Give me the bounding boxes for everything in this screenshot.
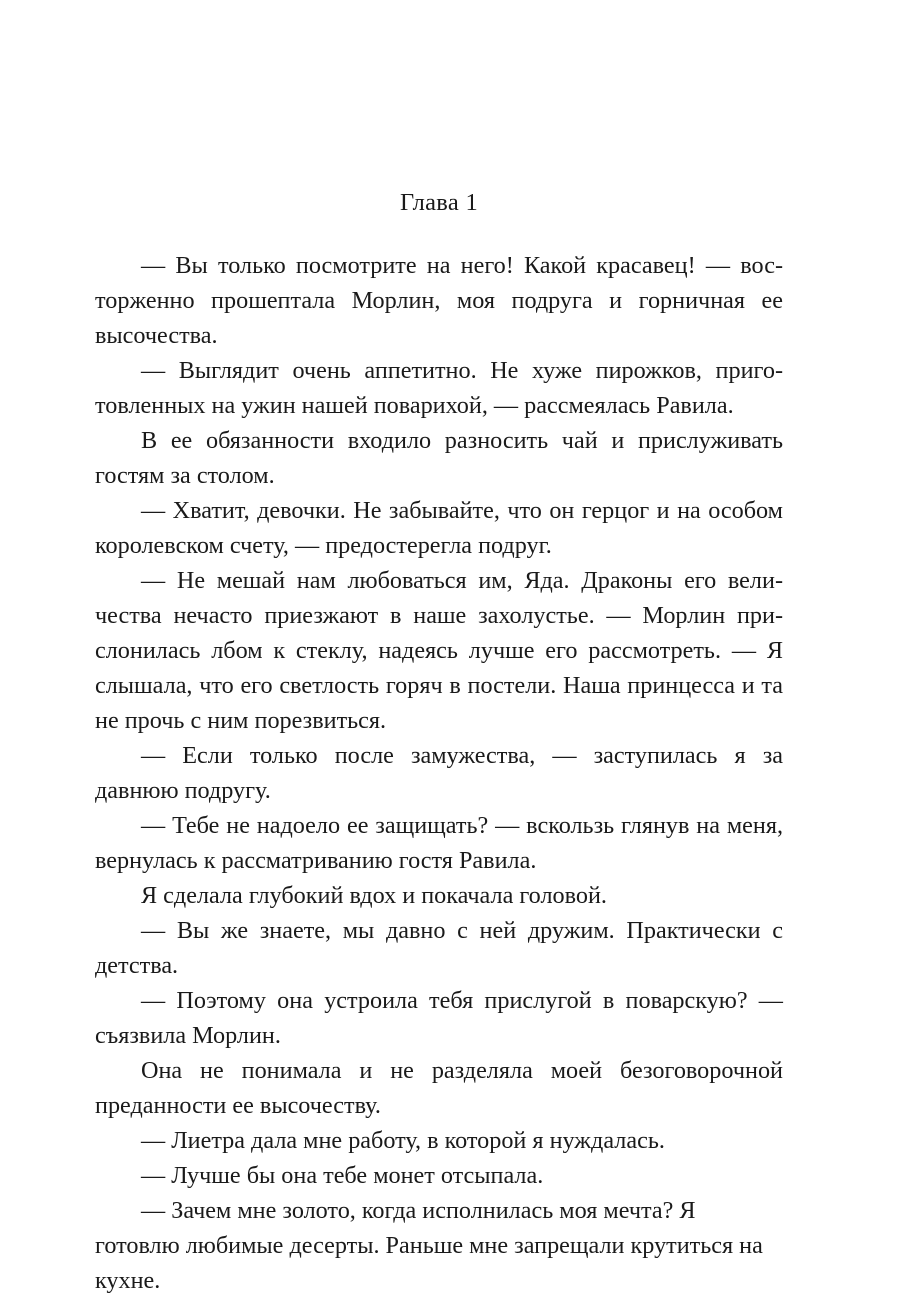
- body-paragraph: — Если только после замужества, — заступилась я за давнюю подругу.: [95, 742, 783, 804]
- body-paragraph: — Не мешай нам любоваться им, Яда. Драконы его величества нечасто приезжают в наше захолустье. — Морлин прислонилась лбом к стеклу, надеясь лучше его рассмотреть. — Я слышала, что его светлость горяч в постели. Наша принцесса и та не прочь с ним порезвиться.: [95, 567, 783, 734]
- chapter-heading: Глава 1: [399, 189, 479, 216]
- body-paragraph: — Тебе не надоело ее защищать? — вскользь глянув на меня, вернулась к рассматриванию гостя Равила.: [95, 812, 783, 874]
- body-paragraph: — Выглядит очень аппетитно. Не хуже пирожков, приготовленных на ужин нашей поварихой, — рассмеялась Равила.: [95, 357, 783, 419]
- body-paragraph: Я сделала глубокий вдох и покачала головой.: [141, 882, 607, 909]
- body-paragraph: — Вы только посмотрите на него! Какой красавец! — восторженно прошептала Морлин, моя подруга и горничная ее высочества.: [95, 252, 783, 349]
- body-paragraph: — Вы же знаете, мы давно с ней дружим. Практически с детства.: [95, 917, 783, 979]
- body-paragraph: — Зачем мне золото, когда исполнилась моя мечта? Я готовлю любимые десерты. Раньше мне запрещали крутиться на кухне.: [95, 1197, 763, 1294]
- page-text-block: [95, 186, 783, 1298]
- body-paragraph: — Лиетра дала мне работу, в которой я нуждалась.: [141, 1127, 665, 1154]
- body-paragraph: В ее обязанности входило разносить чай и прислуживать гостям за столом.: [95, 427, 783, 489]
- body-paragraph: — Хватит, девочки. Не забывайте, что он герцог и на особом королевском счету, — предостерегла подруг.: [95, 497, 783, 559]
- body-paragraph: Она не понимала и не разделяла моей безоговорочной преданности ее высочеству.: [95, 1057, 783, 1119]
- body-paragraph: — Лучше бы она тебе монет отсыпала.: [141, 1162, 544, 1189]
- body-paragraph: — Поэтому она устроила тебя прислугой в поварскую? — съязвила Морлин.: [95, 987, 783, 1049]
